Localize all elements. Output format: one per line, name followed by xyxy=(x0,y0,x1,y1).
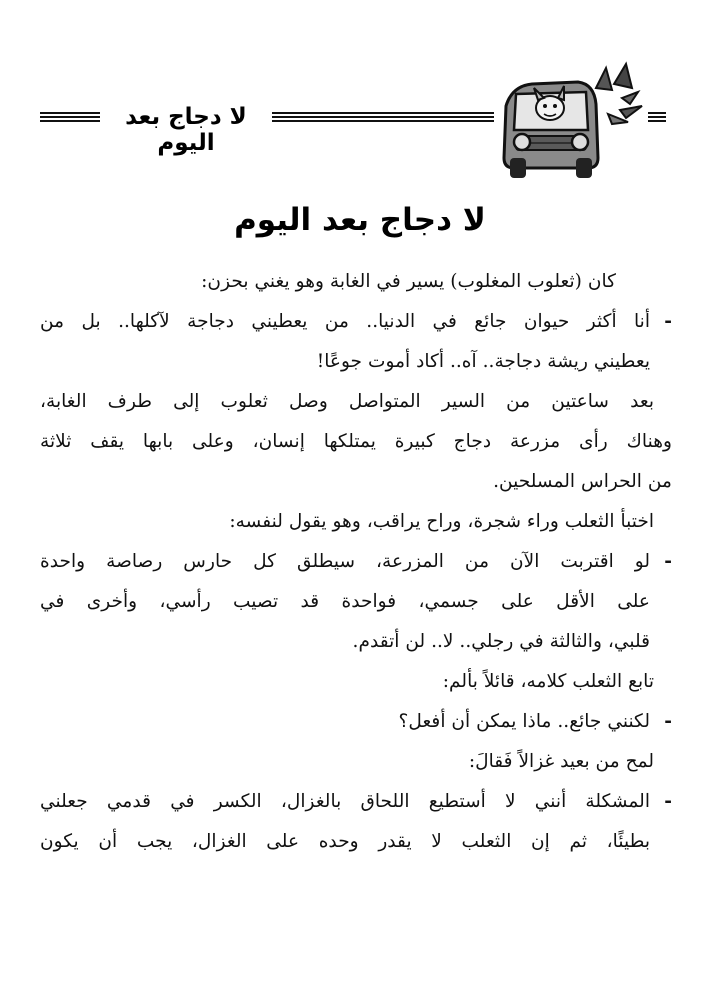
paragraph-line: كان (ثعلوب المغلوب) يسير في الغابة وهو يغني بحزن: xyxy=(201,271,616,292)
paragraph-line: اختبأ الثعلب وراء شجرة، وراح يراقب، وهو يقول لنفسه: xyxy=(229,511,654,532)
paragraph-line: يعطيني ريشة دجاجة.. آه.. أكاد أموت جوعًا! xyxy=(316,351,650,372)
dialogue-line: - لكنني جائع.. ماذا يمكن أن أفعل؟ xyxy=(40,702,672,742)
paragraph-line: قلبي، والثالثة في رجلي.. لا.. لن أتقدم. xyxy=(352,631,650,652)
fox-car-icon xyxy=(492,58,646,184)
paragraph-line: لمح من بعيد غزالاً فَقالَ: xyxy=(468,751,654,772)
paragraph-line: بطيئًا، ثم إن الثعلب لا يقدر وحده على الغزال، يجب أن يكون xyxy=(40,831,650,852)
dialogue-line: - المشكلة أنني لا أستطيع اللحاق بالغزال، الكسر في قدمي جعلني xyxy=(40,782,672,822)
running-header-title: لا دجاج بعد اليوم xyxy=(125,104,247,156)
dialogue-line: - أنا أكثر حيوان جائع في الدنيا.. من يعطيني دجاجة لآكلها.. بل من xyxy=(40,302,672,342)
dialogue-line: - لو اقتربت الآن من المزرعة، سيطلق كل حارس رصاصة واحدة xyxy=(40,542,672,582)
paragraph-line: على الأقل على جسمي، فواحدة قد تصيب رأسي، وأخرى في xyxy=(40,591,650,612)
story-body xyxy=(40,262,672,862)
header-rule-middle xyxy=(272,110,494,124)
header-rule-right xyxy=(648,110,666,124)
header-rule-left xyxy=(40,110,100,124)
story-title: لا دجاج بعد اليوم xyxy=(234,202,486,238)
paragraph-line: تابع الثعلب كلامه، قائلاً بألم: xyxy=(442,671,654,692)
paragraph-line: وهناك رأى مزرعة دجاج كبيرة يمتلكها إنسان، وعلى بابها يقف ثلاثة xyxy=(40,431,672,452)
paragraph-line: بعد ساعتين من السير المتواصل وصل ثعلوب إلى طرف الغابة، xyxy=(40,391,654,412)
page-header xyxy=(40,58,670,186)
paragraph-line: من الحراس المسلحين. xyxy=(493,471,672,492)
